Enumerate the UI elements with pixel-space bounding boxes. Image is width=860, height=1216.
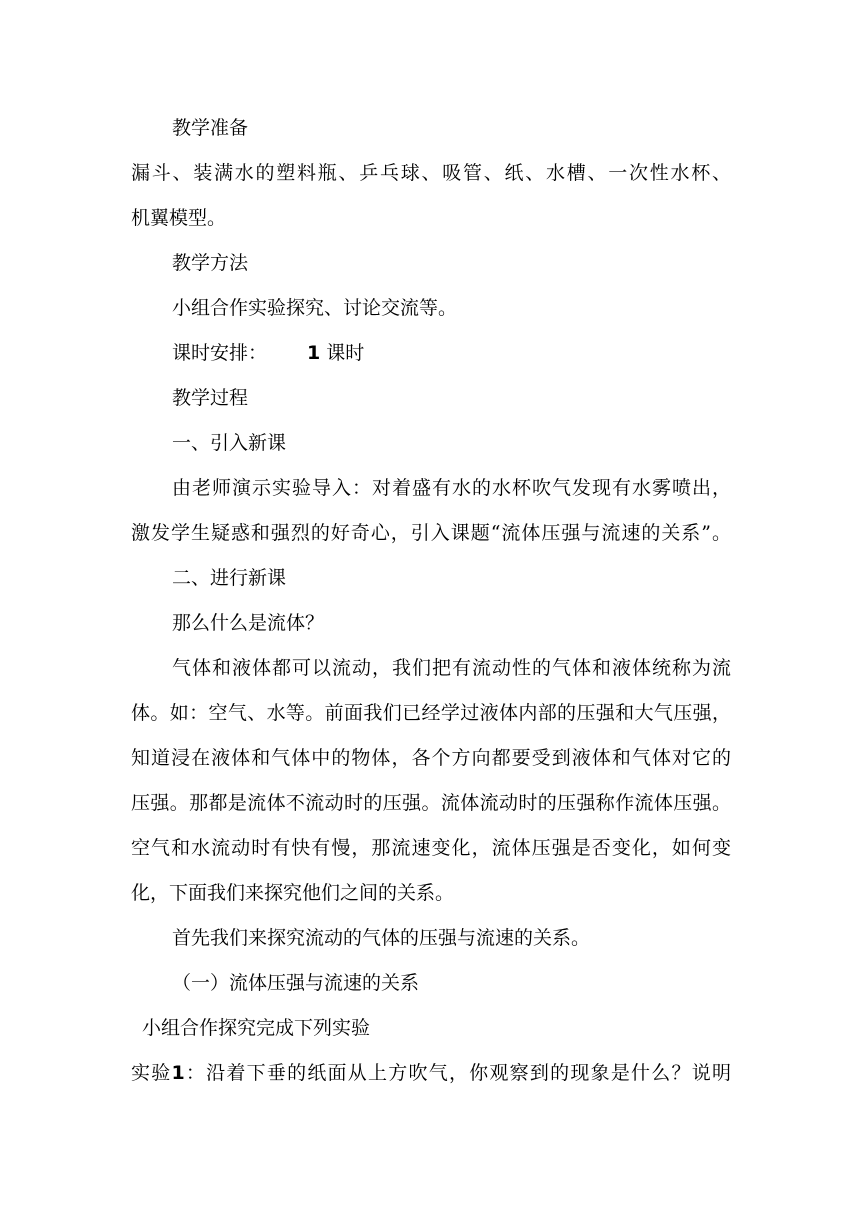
experiment-1-text: ：沿着下垂的纸面从上方吹气，你观察到的现象是什么？说明: [184, 1062, 731, 1084]
section-2-heading: 二、进行新课: [172, 567, 287, 589]
intro-line-1: 由老师演示实验导入：对着盛有水的水杯吹气发现有水雾喷出，: [172, 477, 731, 499]
prep-materials-line-1: 漏斗、装满水的塑料瓶、乒乓球、吸管、纸、水槽、一次性水杯、: [131, 162, 731, 184]
fluid-question: 那么什么是流体？: [172, 612, 325, 634]
paragraph-line-3: 知道浸在液体和气体中的物体，各个方向都要受到液体和气体对它的: [131, 747, 731, 769]
paragraph-line-5: 空气和水流动时有快有慢，那流速变化，流体压强是否变化，如何变: [131, 837, 731, 859]
paragraph-line-1: 气体和液体都可以流动，我们把有流动性的气体和液体统称为流: [172, 657, 731, 679]
paragraph-line-6: 化，下面我们来探究他们之间的关系。: [131, 882, 455, 904]
section-1-heading: 一、引入新课: [172, 432, 287, 454]
paragraph-line-4: 压强。那都是流体不流动时的压强。流体流动时的压强称作流体压强。: [131, 792, 731, 814]
experiment-1-label: 实验: [131, 1062, 172, 1084]
schedule-line: [172, 339, 364, 367]
method-heading: 教学方法: [172, 252, 249, 274]
experiment-1-line: [131, 1059, 731, 1087]
prep-heading: 教学准备: [172, 117, 249, 139]
experiment-1-number: 1: [171, 1062, 185, 1084]
prep-materials-line-2: 机翼模型。: [131, 207, 227, 229]
intro-line-2: 激发学生疑惑和强烈的好奇心，引入课题“流体压强与流速的关系”。: [131, 522, 731, 544]
first-explore-line: 首先我们来探究流动的气体的压强与流速的关系。: [172, 927, 591, 949]
process-heading: 教学过程: [172, 387, 249, 409]
group-task-line: 小组合作探究完成下列实验: [142, 1017, 371, 1039]
paragraph-line-2: 体。如：空气、水等。前面我们已经学过液体内部的压强和大气压强，: [131, 702, 731, 724]
method-text: 小组合作实验探究、讨论交流等。: [172, 297, 458, 319]
schedule-unit: 课时: [326, 342, 365, 364]
schedule-label: 课时安排：: [172, 342, 268, 364]
schedule-number: 1: [307, 342, 321, 364]
subsection-1-heading: （一）流体压强与流速的关系: [172, 972, 420, 994]
